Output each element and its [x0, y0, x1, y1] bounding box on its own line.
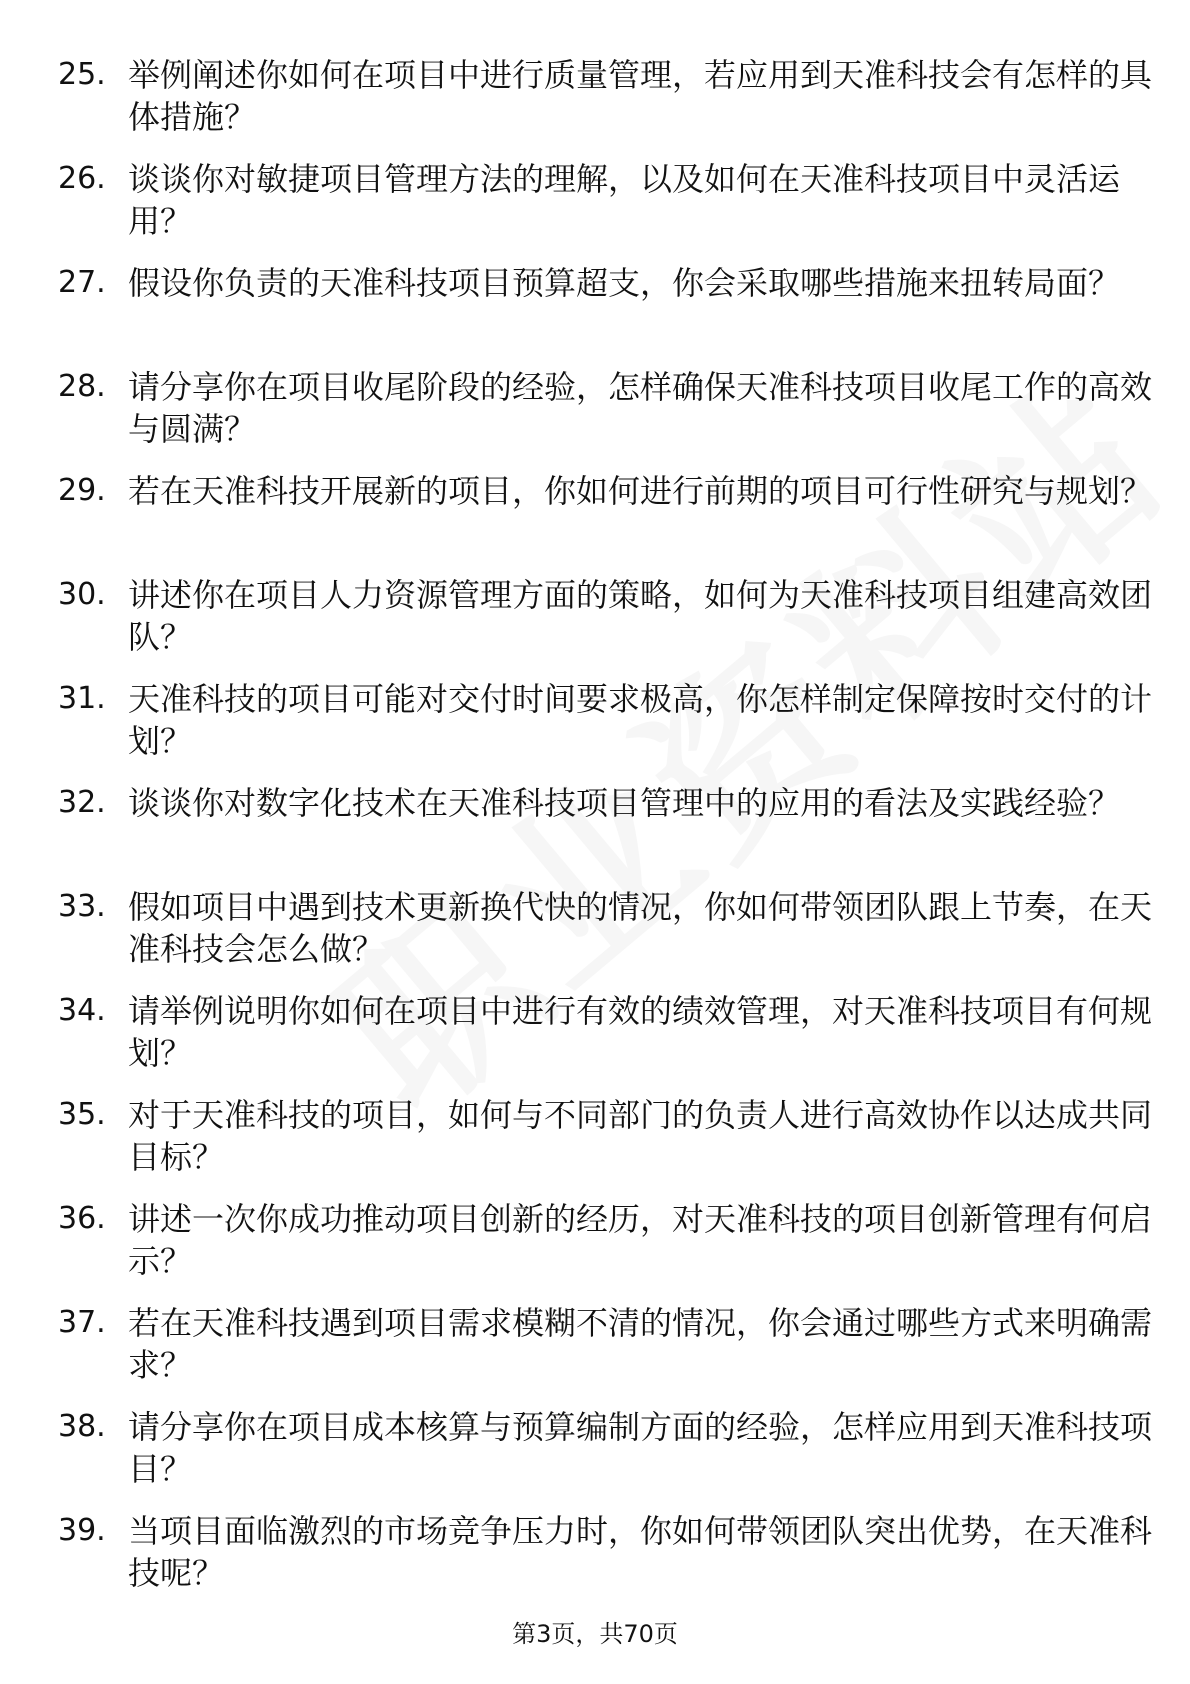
question-number: 27. [58, 265, 106, 300]
question-text: 请分享你在项目收尾阶段的经验，怎样确保天准科技项目收尾工作的高效与圆满？ [128, 368, 1153, 448]
question-text: 讲述你在项目人力资源管理方面的策略，如何为天准科技项目组建高效团队？ [128, 576, 1153, 656]
question-number: 33. [58, 889, 106, 924]
question-item [58, 782, 1138, 886]
question-number: 39. [58, 1513, 106, 1548]
question-text: 假如项目中遇到技术更新换代快的情况，你如何带领团队跟上节奏，在天准科技会怎么做？ [128, 888, 1153, 968]
question-text: 请举例说明你如何在项目中进行有效的绩效管理，对天准科技项目有何规划？ [128, 992, 1153, 1072]
question-item [58, 1406, 1153, 1510]
question-item [58, 678, 1153, 782]
question-number: 32. [58, 785, 106, 820]
question-number: 34. [58, 993, 106, 1028]
question-text: 对于天准科技的项目，如何与不同部门的负责人进行高效协作以达成共同目标？ [128, 1096, 1153, 1176]
question-number: 28. [58, 369, 106, 404]
question-text: 若在天准科技遇到项目需求模糊不清的情况，你会通过哪些方式来明确需求？ [128, 1304, 1153, 1384]
question-item [58, 574, 1153, 678]
question-item [58, 158, 1138, 262]
question-text: 谈谈你对数字化技术在天准科技项目管理中的应用的看法及实践经验？ [128, 784, 1121, 822]
question-item [58, 990, 1153, 1094]
question-text: 假设你负责的天准科技项目预算超支，你会采取哪些措施来扭转局面？ [128, 264, 1121, 302]
question-item [58, 1510, 1153, 1614]
question-number: 36. [58, 1201, 106, 1236]
question-item [58, 1094, 1153, 1198]
question-list [58, 54, 1153, 1614]
question-text: 讲述一次你成功推动项目创新的经历，对天准科技的项目创新管理有何启示？ [128, 1200, 1153, 1280]
question-number: 38. [58, 1409, 106, 1444]
question-text: 请分享你在项目成本核算与预算编制方面的经验，怎样应用到天准科技项目？ [128, 1408, 1153, 1488]
question-text: 天准科技的项目可能对交付时间要求极高，你怎样制定保障按时交付的计划？ [128, 680, 1153, 760]
question-item [58, 1302, 1153, 1406]
question-number: 25. [58, 57, 106, 92]
question-number: 31. [58, 681, 106, 716]
question-number: 26. [58, 161, 106, 196]
page-footer: 第3页，共70页 [512, 1620, 678, 1648]
question-text: 当项目面临激烈的市场竞争压力时，你如何带领团队突出优势，在天准科技呢？ [128, 1512, 1153, 1592]
question-item [58, 262, 1138, 366]
question-item [58, 1198, 1153, 1302]
question-item [58, 54, 1153, 158]
question-number: 35. [58, 1097, 106, 1132]
question-text: 谈谈你对敏捷项目管理方法的理解，以及如何在天准科技项目中灵活运用？ [128, 160, 1121, 240]
question-number: 29. [58, 473, 106, 508]
question-text: 若在天准科技开展新的项目，你如何进行前期的项目可行性研究与规划？ [128, 472, 1153, 510]
question-item [58, 886, 1153, 990]
question-item [58, 470, 1153, 574]
question-item [58, 366, 1153, 470]
question-number: 37. [58, 1305, 106, 1340]
question-number: 30. [58, 577, 106, 612]
question-text: 举例阐述你如何在项目中进行质量管理，若应用到天准科技会有怎样的具体措施？ [128, 56, 1153, 136]
